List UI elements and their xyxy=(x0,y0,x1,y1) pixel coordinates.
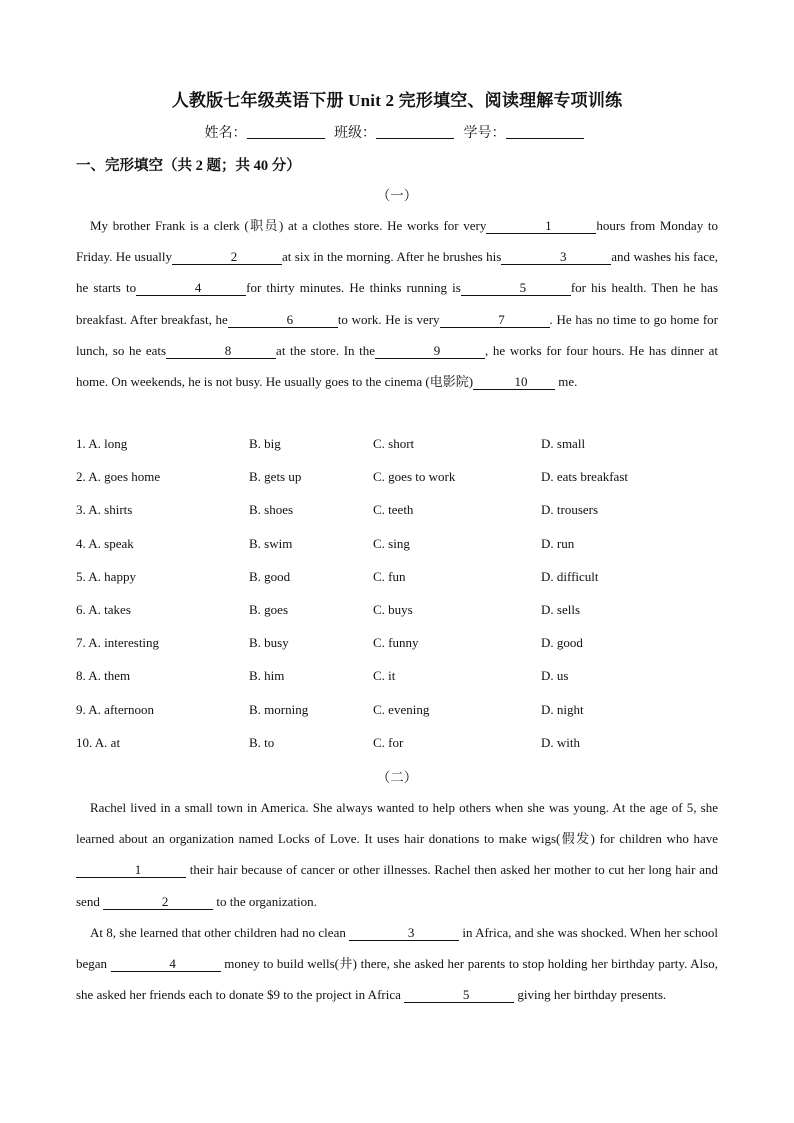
part2-label: （二） xyxy=(376,770,418,785)
blank-2: 2 xyxy=(172,249,282,265)
option-b[interactable]: B. big xyxy=(249,436,281,451)
part1-passage xyxy=(76,210,718,397)
blank-9: 9 xyxy=(375,343,485,359)
option-c[interactable]: C. teeth xyxy=(373,502,414,518)
option-d[interactable]: D. good xyxy=(541,635,583,651)
id-label: 学号： xyxy=(463,126,506,141)
option-c[interactable]: C. evening xyxy=(373,701,430,717)
option-b[interactable]: B. gets up xyxy=(249,469,302,485)
blank-5: 5 xyxy=(404,987,514,1003)
option-c[interactable]: C. sing xyxy=(373,535,410,551)
student-info-line xyxy=(0,122,794,142)
section-heading: 一、完形填空（共 2 题；共 40 分） xyxy=(76,158,301,174)
blank-3: 3 xyxy=(349,925,459,941)
option-a[interactable]: 5. A. happy xyxy=(76,568,136,584)
passage-text: My brother Frank is a clerk (职员) at a clothes store. He works for very xyxy=(90,218,487,233)
option-a[interactable]: 2. A. goes home xyxy=(76,469,161,485)
name-blank[interactable] xyxy=(247,124,325,139)
passage-text: to the organization. xyxy=(216,893,317,909)
option-d[interactable]: D. small xyxy=(541,436,586,451)
blank-1: 1 xyxy=(486,218,596,234)
part2-paragraph-1 xyxy=(76,792,718,917)
question-row xyxy=(76,702,718,735)
question-row xyxy=(76,569,718,602)
option-d[interactable]: D. with xyxy=(541,734,580,750)
passage-text: at six in the morning. After he brushes his xyxy=(281,249,502,265)
option-a[interactable]: 4. A. speak xyxy=(76,535,134,551)
blank-4: 4 xyxy=(111,956,221,972)
option-b[interactable]: B. busy xyxy=(249,635,289,651)
option-c[interactable]: C. short xyxy=(373,436,415,451)
question-row xyxy=(76,735,718,768)
option-a[interactable]: 6. A. takes xyxy=(76,601,131,617)
question-row xyxy=(76,668,718,701)
option-a[interactable]: 8. A. them xyxy=(76,668,131,684)
question-row xyxy=(76,635,718,668)
option-b[interactable]: B. to xyxy=(249,734,275,750)
passage-text: Rachel lived in a small town in America. She always wanted to help others when she was young. At the age of 5, she learned about an organization named Locks of Love. It uses hair donations to make wigs(假发) for children who have xyxy=(76,800,718,847)
passage-text: their hair because of cancer or other illnesses. Rachel then asked her mother to cut her long hair and send xyxy=(76,862,719,909)
part1-label: （一） xyxy=(376,188,418,203)
class-label: 班级： xyxy=(334,126,376,141)
passage-text: At 8, she learned that other children had no clean xyxy=(90,924,346,940)
passage-text: money to build wells(井) there, she asked her parents to stop holding her birthday party. Also, she asked her friends each to donate $9 to the project in Africa xyxy=(76,956,718,1003)
option-c[interactable]: C. it xyxy=(373,668,396,684)
option-b[interactable]: B. morning xyxy=(249,701,309,717)
blank-8: 8 xyxy=(166,343,276,359)
option-a[interactable]: 7. A. interesting xyxy=(76,635,160,651)
blank-4: 4 xyxy=(136,280,246,296)
passage-text: for thirty minutes. He thinks running is xyxy=(246,280,461,296)
option-d[interactable]: D. eats breakfast xyxy=(541,469,628,485)
option-c[interactable]: C. funny xyxy=(373,635,419,651)
passage-text: to work. He is very xyxy=(337,311,440,327)
option-a[interactable]: 1. A. long xyxy=(76,436,128,451)
option-d[interactable]: D. trousers xyxy=(541,502,599,518)
option-d[interactable]: D. run xyxy=(541,535,575,551)
passage-text: in Africa, and she was shocked. When her school began xyxy=(76,924,718,972)
option-b[interactable]: B. shoes xyxy=(249,502,294,518)
option-d[interactable]: D. us xyxy=(541,668,569,684)
passage-text: and washes his face, he starts to xyxy=(76,249,719,296)
option-d[interactable]: D. night xyxy=(541,701,584,717)
passage-text: for his health. Then he has breakfast. After breakfast, he xyxy=(76,280,718,327)
option-c[interactable]: C. buys xyxy=(373,601,413,617)
option-b[interactable]: B. goes xyxy=(249,601,288,617)
option-a[interactable]: 9. A. afternoon xyxy=(76,701,154,717)
passage-text: me. xyxy=(558,374,578,390)
part1-paragraph xyxy=(76,210,718,397)
blank-5: 5 xyxy=(461,280,571,296)
options-list xyxy=(76,436,718,768)
option-b[interactable]: B. swim xyxy=(249,535,293,551)
option-c[interactable]: C. for xyxy=(373,734,404,750)
part2-passage xyxy=(76,792,718,1010)
passage-text: . He has no time to go home for lunch, so he eats xyxy=(76,311,718,358)
option-b[interactable]: B. him xyxy=(249,668,285,684)
blank-7: 7 xyxy=(440,312,550,328)
passage-text: giving her birthday presents. xyxy=(517,987,667,1003)
part2-paragraph-2 xyxy=(76,917,718,1011)
id-blank[interactable] xyxy=(506,124,584,139)
question-row xyxy=(76,436,718,469)
passage-text: at the store. In the xyxy=(276,342,376,358)
name-label: 姓名： xyxy=(204,126,247,141)
question-row xyxy=(76,502,718,535)
blank-10: 10 xyxy=(473,374,555,390)
option-a[interactable]: 3. A. shirts xyxy=(76,502,133,518)
option-a[interactable]: 10. A. at xyxy=(76,734,121,750)
option-b[interactable]: B. good xyxy=(249,568,291,584)
question-row xyxy=(76,536,718,569)
option-d[interactable]: D. sells xyxy=(541,601,580,617)
passage-text: hours from Monday to Friday. He usually xyxy=(76,218,718,265)
option-c[interactable]: C. goes to work xyxy=(373,469,456,485)
blank-6: 6 xyxy=(228,312,338,328)
blank-2: 2 xyxy=(103,894,213,910)
blank-3: 3 xyxy=(501,249,611,265)
passage-text: , he works for four hours. He has dinner at home. On weekends, he is not busy. He usually goes to the cinema (电影院) xyxy=(76,342,718,390)
question-row xyxy=(76,602,718,635)
question-row xyxy=(76,469,718,502)
option-d[interactable]: D. difficult xyxy=(541,568,599,584)
option-c[interactable]: C. fun xyxy=(373,568,406,584)
document-title: 人教版七年级英语下册 Unit 2 完形填空、阅读理解专项训练 xyxy=(171,91,623,110)
blank-1: 1 xyxy=(76,862,186,878)
class-blank[interactable] xyxy=(376,124,454,139)
